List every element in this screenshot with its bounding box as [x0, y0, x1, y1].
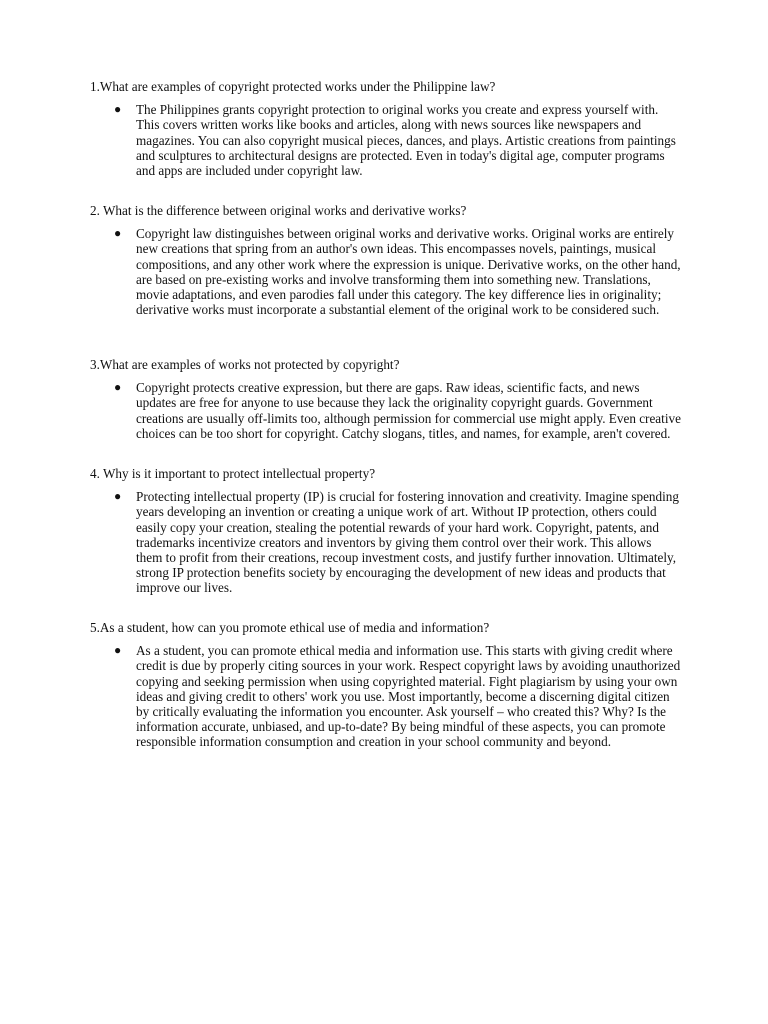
bullet-icon: ● [114, 102, 122, 117]
answer-3: Copyright protects creative expression, but there are gaps. Raw ideas, scientific facts, and news updates are free for anyone to use because they lack the originality copyright guards. Government creations are usually off-limits too, although permission for commercial use might apply. Even creative choices can be too short for copyright. Catchy slogans, titles, and names, for example, aren't covered. [136, 380, 681, 441]
answer-list-1 [90, 102, 690, 178]
question-5: 5.As a student, how can you promote ethical use of media and information? [90, 620, 490, 635]
question-1: 1.What are examples of copyright protected works under the Philippine law? [90, 79, 496, 94]
answer-list-4 [90, 489, 690, 595]
answer-list-3 [90, 380, 690, 441]
bullet-icon: ● [114, 380, 122, 395]
answer-item-4 [90, 489, 690, 595]
qa-section-5 [90, 620, 690, 750]
qa-section-2 [90, 203, 690, 317]
answer-4: Protecting intellectual property (IP) is crucial for fostering innovation and creativity. Imagine spending years developing an invention or creating a unique work of art. Without IP protection, others could easily copy your creation, stealing the potential rewards of your hard work. Copyright, patents, and trademarks incentivize creators and inventors by giving them control over their work. This allows them to profit from their creations, recoup investment costs, and justify further innovation. Ultimately, strong IP protection benefits society by encouraging the development of new ideas and products that improve our lives. [136, 489, 679, 596]
answer-item-1 [90, 102, 690, 178]
answer-2: Copyright law distinguishes between original works and derivative works. Original works are entirely new creations that spring from an author's own ideas. This encompasses novels, paintings, musical compositions, and any other work where the expression is unique. Derivative works, on the other hand, are based on pre-existing works and involve transforming them into something new. Translations, movie adaptations, and even parodies fall under this category. The key difference lies in originality; derivative works must incorporate a substantial element of the original work to be considered such. [136, 226, 681, 318]
question-3: 3.What are examples of works not protected by copyright? [90, 357, 400, 372]
bullet-icon: ● [114, 489, 122, 504]
answer-5: As a student, you can promote ethical media and information use. This starts with giving credit where credit is due by properly citing sources in your work. Respect copyright laws by avoiding unauthorized copying and seeking permission when using copyrighted material. Fight plagiarism by using your own ideas and giving credit to others' work you use. Most importantly, become a discerning digital citizen by critically evaluating the information you encounter. Ask yourself – who created this? Why? Is the information accurate, unbiased, and up-to-date? By being mindful of these aspects, you can promote responsible information consumption and creation in your school community and beyond. [136, 643, 681, 750]
bullet-icon: ● [114, 643, 122, 658]
qa-section-1 [90, 79, 690, 178]
qa-section-3 [90, 357, 690, 441]
bullet-icon: ● [114, 226, 122, 241]
answer-list-2 [90, 226, 690, 317]
answer-item-2 [90, 226, 690, 317]
question-2: 2. What is the difference between original works and derivative works? [90, 203, 467, 218]
answer-1: The Philippines grants copyright protection to original works you create and express yourself with. This covers written works like books and articles, along with news sources like newspapers and magazines. You can also copyright musical pieces, dances, and plays. Artistic creations from paintings and sculptures to architectural designs are protected. Even in today's digital age, computer programs and apps are included under copyright law. [136, 102, 676, 179]
answer-item-5 [90, 643, 690, 749]
question-4: 4. Why is it important to protect intellectual property? [90, 466, 376, 481]
qa-section-4 [90, 466, 690, 596]
answer-item-3 [90, 380, 690, 441]
answer-list-5 [90, 643, 690, 749]
